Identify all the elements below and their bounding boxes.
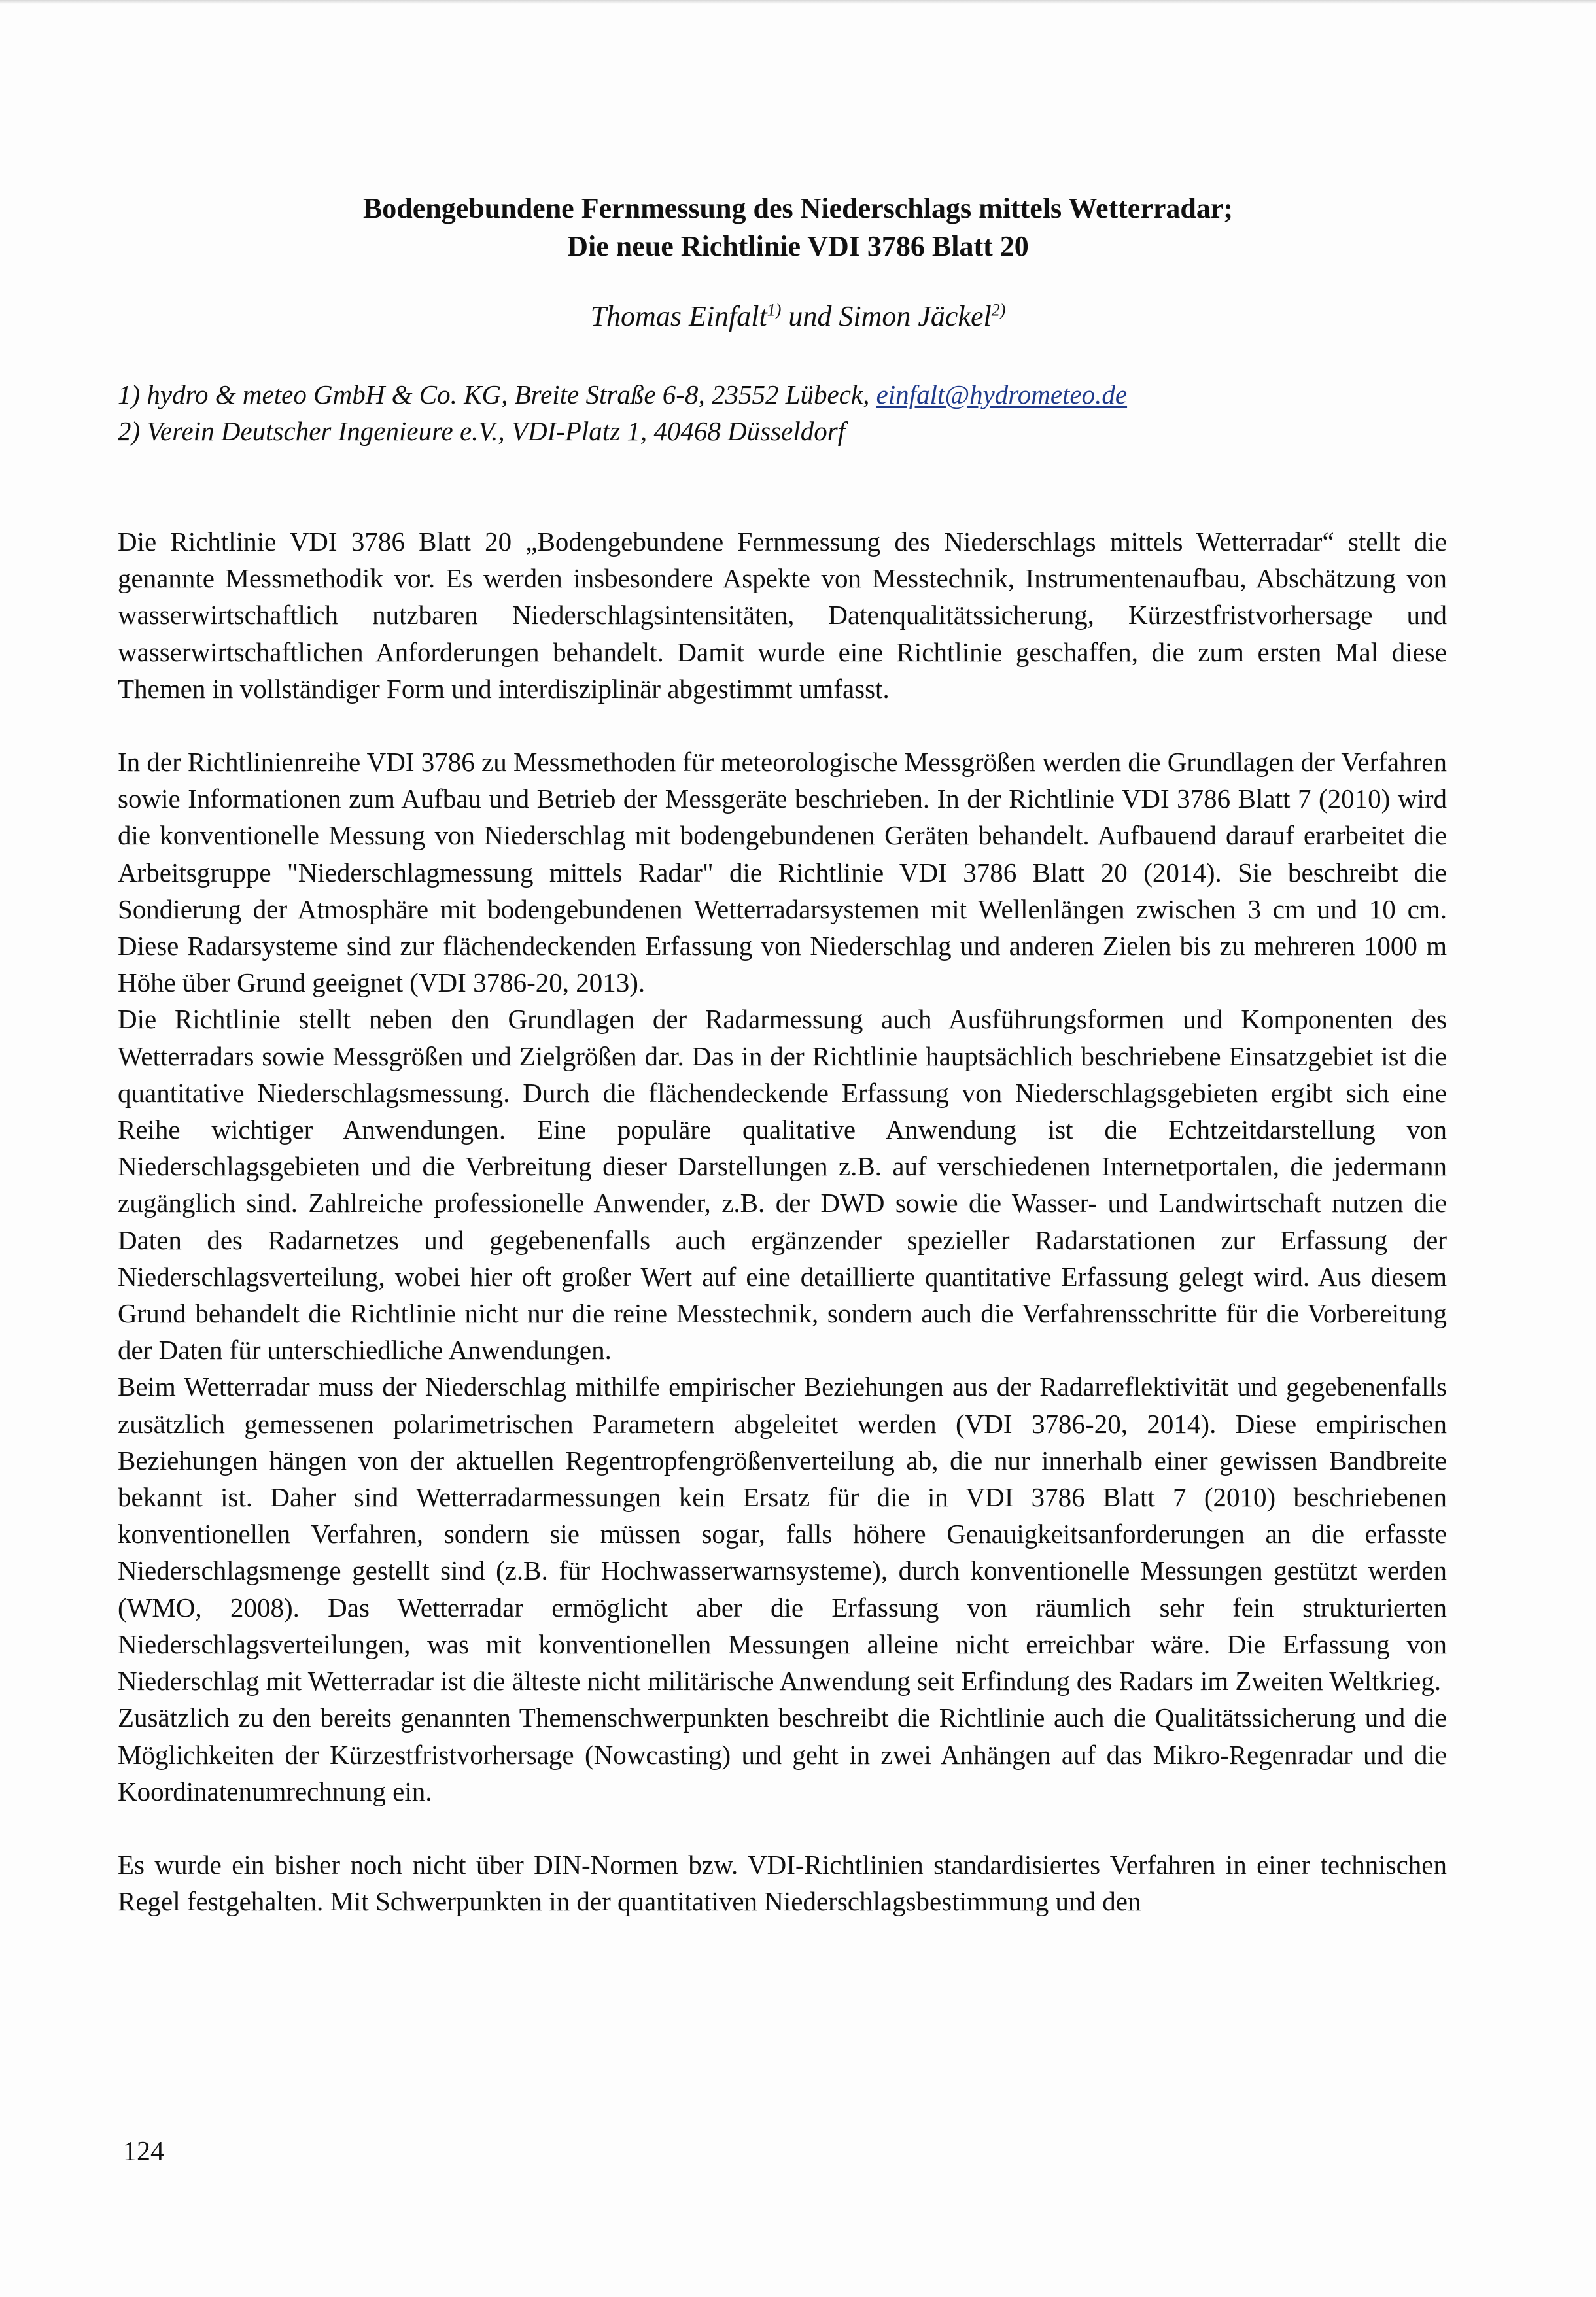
author-line xyxy=(118,298,1478,336)
paragraph: Die Richtlinie VDI 3786 Blatt 20 „Bodengebundene Fernmessung des Niederschlags mittels Wetterradar“ stellt die genannte Messmethodik vor. Es werden insbesondere Aspekte von Messtechnik, Instrumentenaufbau, Abschätzung von wasserwirtschaftlich nutzbaren Niederschlagsintensitäten, Datenqualitätssicherung, Kürzestfristvorhersage und wasserwirtschaftlichen Anforderungen behandelt. Damit wurde eine Richtlinie geschaffen, die zum ersten Mal diese Themen in vollständiger Form und interdisziplinär abgestimmt umfasst. xyxy=(118,527,1447,704)
affiliation-2: 2) Verein Deutscher Ingenieure e.V., VDI-Platz 1, 40468 Düsseldorf xyxy=(118,416,846,446)
paragraph: Die Richtlinie stellt neben den Grundlagen der Radarmessung auch Ausführungsformen und Komponenten des Wetterradars sowie Messgrößen und Zielgrößen dar. Das in der Richtlinie hauptsächlich beschriebene Einsatzgebiet ist die quantitative Niederschlagsmessung. Durch die flächendeckende Erfassung von Niederschlagsgebieten ergibt sich eine Reihe wichtiger Anwendungen. Eine populäre qualitative Anwendung ist die Echtzeitdarstellung von Niederschlagsgebieten und die Verbreitung dieser Darstellungen z.B. auf verschiedenen Internetportalen, die jedermann zugänglich sind. Zahlreiche professionelle Anwender, z.B. der DWD sowie die Wasser- und Landwirtschaft nutzen die Daten des Radarnetzes und gegebenenfalls auch ergänzender spezieller Radarstationen zur Erfassung der Niederschlagsverteilung, wobei hier oft großer Wert auf eine detaillierte quantitative Erfassung gelegt wird. Aus diesem Grund behandelt die Richtlinie nicht nur die reine Messtechnik, sondern auch die Verfahrensschritte für die Vorbereitung der Daten für unterschiedliche Anwendungen. xyxy=(118,1004,1447,1366)
title-line-2: Die neue Richtlinie VDI 3786 Blatt 20 xyxy=(567,230,1029,262)
author-2: Simon Jäckel xyxy=(839,300,992,332)
paragraph: Zusätzlich zu den bereits genannten Themenschwerpunkten beschreibt die Richtlinie auch die Qualitätssicherung und die Möglichkeiten der Kürzestfristvorhersage (Nowcasting) und geht in zwei Anhängen auf das Mikro-Regenradar und die Koordinatenumrechnung ein. xyxy=(118,1702,1447,1806)
affiliations xyxy=(118,376,1478,449)
paragraph: In der Richtlinienreihe VDI 3786 zu Messmethoden für meteorologische Messgrößen werden die Grundlagen der Verfahren sowie Informationen zum Aufbau und Betrieb der Messgeräte beschrieben. In der Richtlinie VDI 3786 Blatt 7 (2010) wird die konventionelle Messung von Niederschlag mit bodengebundenen Geräten behandelt. Aufbauend darauf erarbeitet die Arbeitsgruppe "Niederschlagmessung mittels Radar" die Richtlinie VDI 3786 Blatt 20 (2014). Sie beschreibt die Sondierung der Atmosphäre mit bodengebundenen Wetterradarsystemen mit Wellenlängen zwischen 3 cm und 10 cm. Diese Radarsysteme sind zur flächendeckenden Erfassung von Niederschlag und anderen Zielen bis zu mehreren 1000 m Höhe über Grund geeignet (VDI 3786-20, 2013). xyxy=(118,747,1447,998)
author-conjunction: und xyxy=(781,300,839,332)
affiliation-1 xyxy=(118,376,1478,413)
email-link[interactable]: einfalt@hydrometeo.de xyxy=(876,379,1128,409)
author-1-mark: 1) xyxy=(767,300,782,320)
author-2-mark: 2) xyxy=(991,300,1006,320)
paragraph: Es wurde ein bisher noch nicht über DIN-Normen bzw. VDI-Richtlinien standardisiertes Verfahren in einer technischen Regel festgehalten. Mit Schwerpunkten in der quantitativen Niederschlagsbestimmung und den xyxy=(118,1849,1447,1917)
paper-title xyxy=(118,190,1478,266)
paragraph: Beim Wetterradar muss der Niederschlag mithilfe empirischer Beziehungen aus der Radarreflektivität und gegebenenfalls zusätzlich gemessenen polarimetrischen Parametern abgeleitet werden (VDI 3786-20, 2014). Diese empirischen Beziehungen hängen von der aktuellen Regentropfengrößenverteilung ab, die nur innerhalb einer gewissen Bandbreite bekannt ist. Daher sind Wetterradarmessungen kein Ersatz für die in VDI 3786 Blatt 7 (2010) beschriebenen konventionellen Verfahren, sondern sie müssen sogar, falls höhere Genauigkeitsanforderungen an die erfasste Niederschlagsmenge gestellt sind (z.B. für Hochwasserwarnsysteme), durch konventionelle Messungen gestützt werden (WMO, 2008). Das Wetterradar ermöglicht aber die Erfassung von räumlich sehr fein strukturierten Niederschlagsverteilungen, was mit konventionellen Messungen alleine nicht erreichbar wäre. Die Erfassung von Niederschlag mit Wetterradar ist die älteste nicht militärische Anwendung seit Erfindung des Radars im Zweiten Weltkrieg. xyxy=(118,1372,1447,1697)
scan-edge xyxy=(0,0,1596,4)
title-line-1: Bodengebundene Fernmessung des Niederschlags mittels Wetterradar; xyxy=(362,192,1234,224)
affiliation-1-text: 1) hydro & meteo GmbH & Co. KG, Breite Straße 6-8, 23552 Lübeck, xyxy=(118,379,876,409)
page-number: 124 xyxy=(123,2137,164,2167)
body-text xyxy=(118,523,1447,1920)
author-1: Thomas Einfalt xyxy=(590,300,767,332)
